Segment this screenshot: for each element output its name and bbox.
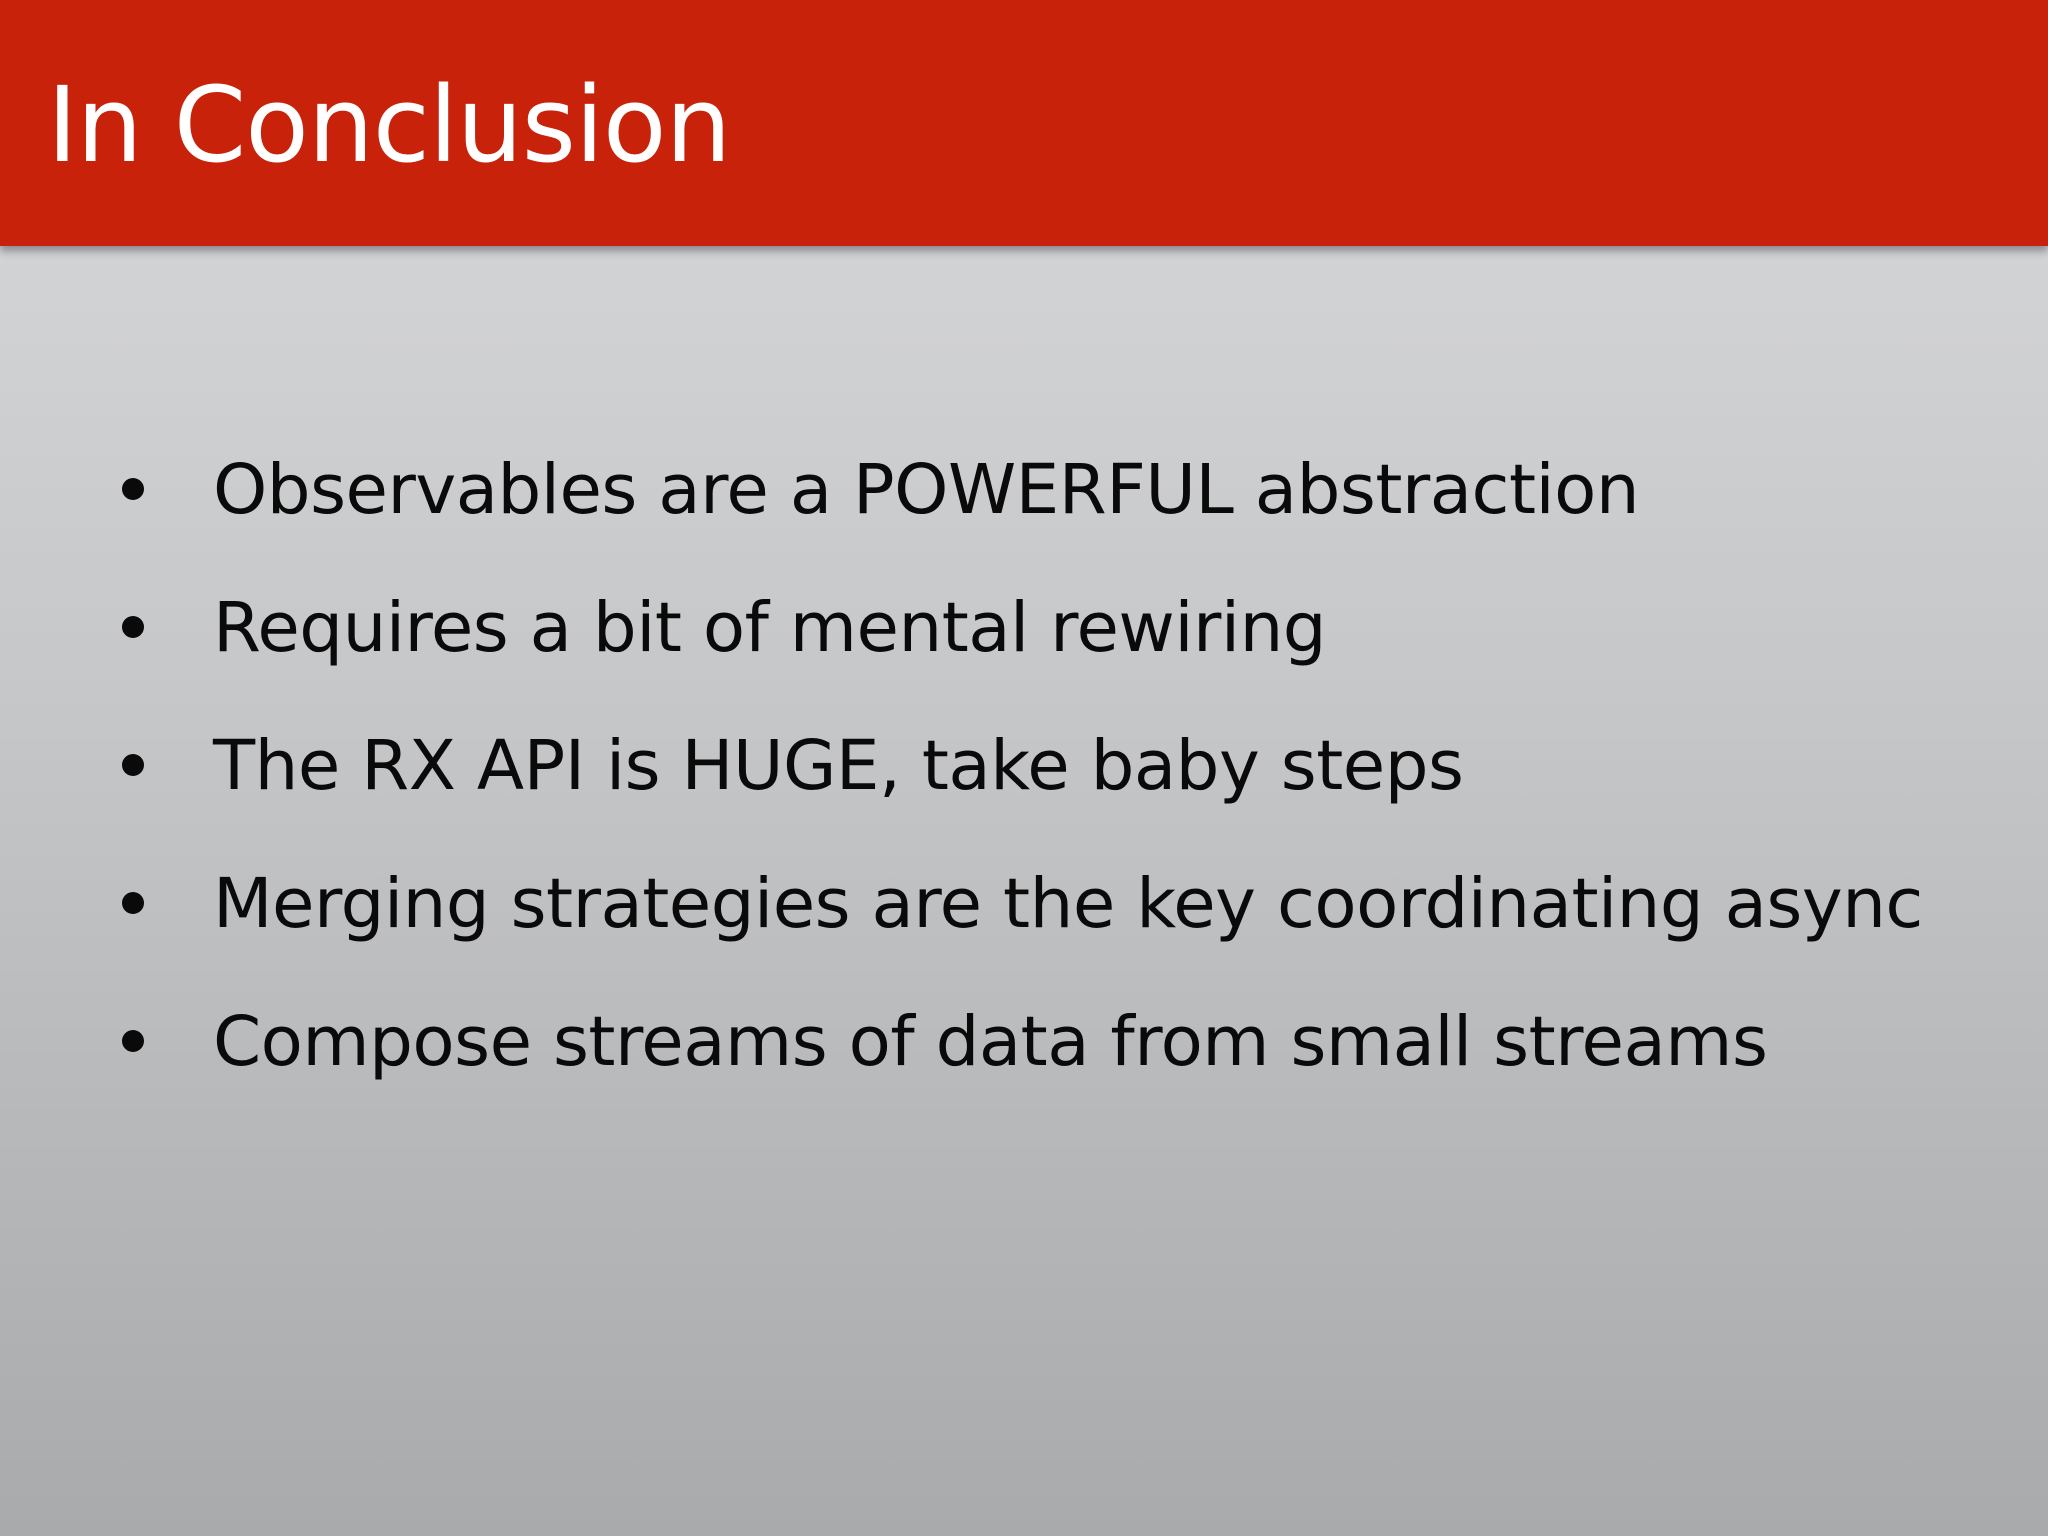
slide-title: In Conclusion bbox=[47, 64, 731, 186]
bullet-point-icon bbox=[122, 478, 144, 500]
bullet-list bbox=[0, 438, 2048, 1128]
bullet-point-icon bbox=[122, 892, 144, 914]
bullet-item bbox=[0, 576, 2048, 714]
bullet-text: Observables are a POWERFUL abstraction bbox=[213, 450, 1640, 530]
bullet-item bbox=[0, 852, 2048, 990]
title-bar bbox=[0, 0, 2048, 246]
bullet-text: Merging strategies are the key coordinating async bbox=[213, 864, 1923, 944]
bullet-point-icon bbox=[122, 1030, 144, 1052]
bullet-item bbox=[0, 990, 2048, 1128]
bullet-point-icon bbox=[122, 754, 144, 776]
bullet-item bbox=[0, 438, 2048, 576]
bullet-point-icon bbox=[122, 616, 144, 638]
bullet-item bbox=[0, 714, 2048, 852]
bullet-text: The RX API is HUGE, take baby steps bbox=[213, 726, 1464, 806]
bullet-text: Compose streams of data from small streams bbox=[213, 1002, 1768, 1082]
bullet-text: Requires a bit of mental rewiring bbox=[213, 588, 1327, 668]
